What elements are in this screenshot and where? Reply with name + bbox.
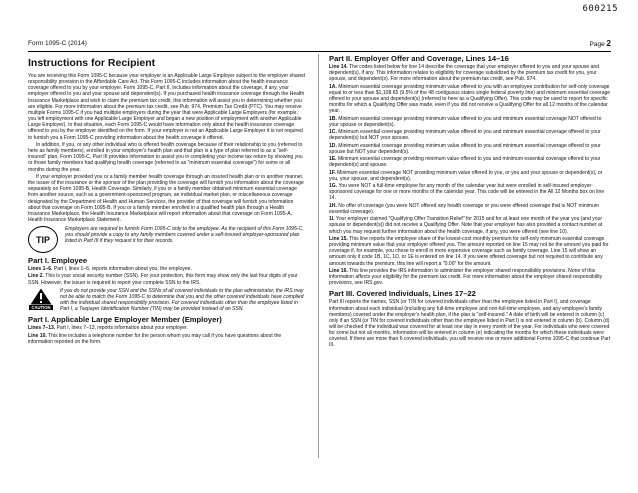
document-code: 600215	[582, 4, 618, 14]
code-1h: 1H. No offer of coverage (you were NOT offered any health coverage or you were offered coverage that is NOT minimum essential coverage).	[329, 202, 599, 215]
tip-icon: TIP	[28, 226, 58, 253]
line-15-paragraph: Line 15. This line reports the employee share of the lowest-cost monthly premium for self-only minimum essential coverage providing minimum value that your employer offered you. The amount reported on line 15 may not be the amount you paid for coverage if, for example, you chose to enroll in more expensive coverage such as family coverage. Line 15 will show an amount only if code 1B, 1C, 1D, or 1E is entered on line 14. If you were offered coverage but not required to contribute any amount towards the premium, this line will report a "0.00" for the amount.	[329, 235, 609, 267]
part3-heading: Part III. Covered Individuals, Lines 17–22	[329, 289, 476, 299]
line-2-paragraph: Line 2. This is your social security number (SSN). For your protection, this form may show only the last four digits of your SSN. However, the issuer is required to report your complete SSN to the IRS.	[28, 273, 298, 286]
code-1b: 1B. Minimum essential coverage providing minimum value offered to you and minimum essential coverage NOT offered to your spouse or dependent(s).	[329, 115, 602, 128]
right-column	[329, 54, 611, 350]
code-1f: 1F. Minimum essential coverage NOT providing minimum value offered to you, or you and your spouse or dependent(s), or you, your spouse, and dependent(s).	[329, 169, 603, 182]
page-title: Instructions for Recipient	[28, 57, 156, 69]
page-header	[28, 40, 611, 51]
page-number: Page 2	[589, 39, 611, 48]
part3-paragraph: Part III reports the names, SSN (or TIN for covered individuals other than the employee listed in Part I), and coverage information about each individual (including any full-time employee and non-full-time employee, and any employee's family members) covered under the employer's health plan, if the plan is "self-insured." A date of birth will be entered in column (c) only if an SSN (or TIN for covered individuals other than the employee listed in Part I) is not entered in column (b). Column (d) will be checked if the individual was covered for at least one day in every month of the year. For individuals who were covered for some but not all months, information will be entered in column (e) indicating the months for which these individuals were covered. If there are more than 6 covered individuals, you will receive one or more additional Forms 1095-C that continue Part III.	[329, 299, 611, 349]
caution-text: If you do not provide your SSN and the SSNs of all covered individuals to the plan administrator, the IRS may not be able to match the Form 1095-C to determine that you and the other covered individuals have complied with the individual shared responsibility provision. For covered individuals other than the employee listed in Part I, a Taxpayer Identification Number (TIN) may be provided instead of an SSN.	[60, 287, 304, 313]
intro-paragraph-2: In addition, if you, or any other individual who is offered health coverage because of their relationship to you (referred to here as family members), enrolled in your employer's health plan and that plan is a type of plan referred to as a "self-insured" plan, Form 1095-C, Part III provides information to assist you in completing your income tax return by showing you or those family members had qualifying health coverage (referred to as "minimum essential coverage") for some or all months during the year.	[28, 141, 303, 173]
caution-label: CAUTION	[31, 304, 51, 310]
line-14-paragraph: Line 14. The codes listed below for line 14 describe the coverage that your employer offered to you and your spouse and dependent(s), if any. This information relates to eligibility for coverage subsidized by the premium tax credit for you, your spouse, and dependent(s). For more information about the premium tax credit, see Pub. 974.	[329, 64, 599, 83]
code-1g: 1G. You were NOT a full-time employee for any month of the calendar year but were enrolled in self-insured employer-sponsored coverage for one or more months of the calendar year. This code will be entered in the All 12 Months box on line 14.	[329, 183, 605, 202]
caution-box	[28, 288, 305, 313]
part1-employer-heading: Part I. Applicable Large Employer Member (Employer)	[28, 315, 222, 325]
form-label: Form 1095-C (2014)	[28, 40, 87, 47]
left-column	[28, 54, 305, 346]
code-1c: 1C. Minimum essential coverage providing minimum value offered to you and minimum essential coverage offered to your dependent(s) but NOT your spouse.	[329, 129, 601, 142]
column-divider	[318, 54, 319, 458]
line-16-paragraph: Line 16. This line provides the IRS information to administer the employer shared responsibility provisions. None of this information affects your eligibility for the premium tax credit. For more information about the employer shared responsibility provisions, see IRS.gov.	[329, 267, 603, 287]
line-10-paragraph: Line 10. This line includes a telephone number for the person whom you may call if you have questions about the information reported on the form.	[28, 332, 282, 345]
code-1a: 1A. Minimum essential coverage providing minimum value offered to you with an employee contribution for self-only coverage equal to or less than $1,108.65 (9.5% of the 48 contiguous states single federal poverty line) and minimum essential coverage offered to your spouse and dependent(s) (referred to here as a Qualifying Offer). This code may be used to report for specific months for which a Qualifying Offer was made, even if you did not receive a Qualifying Offer for all 12 months of the calendar year.	[329, 83, 611, 115]
part1-heading: Part I. Employee	[28, 256, 88, 266]
tip-text: Employers are required to furnish Form 1095-C only to the employee. As the recipient of this Form 1095-C, you should provide a copy to any family members covered under a self-insured employer-sponsored plan listed in Part III if they request it for their records.	[65, 226, 304, 245]
code-1d: 1D. Minimum essential coverage providing minimum value offered to you and minimum essential coverage offered to your spouse but NOT your dependent(s).	[329, 142, 601, 155]
code-1i: 1I. Your employer claimed "Qualifying Offer Transition Relief" for 2015 and for at least one month of the year you (and your spouse or dependent(s)) did not receive a Qualifying Offer. Note that your employer has also provided a contact number at which you may request further information about the health coverage, if any, you were offered (see line 10).	[329, 216, 603, 235]
header-rule	[28, 51, 611, 52]
intro-paragraph-1: You are receiving this Form 1095-C because your employer is an Applicable Large Employer subject to the employer shared responsibility provision in the Affordable Care Act. This Form 1095-C includes information about the health insurance coverage offered to you by your employer. Form 1095-C, Part II, includes information about the coverage, if any, your employer offered to you and your spouse and dependent(s). If you purchased health insurance coverage through the Health Insurance Marketplace and wish to claim the premium tax credit, this information will assist you in determining whether you are eligible. For more information about the premium tax credit, see Pub. 974, Premium Tax Credit (PTC). You may receive multiple Forms 1095-C if you had multiple employers during the year that were Applicable Large Employers (for example, you left employment with one Applicable Large Employer and began a new position of employment with another Applicable Large Employer). In that situation, each Form 1095-C would have information only about the health insurance coverage offered to you by the employer identified on the form. If your employer is not an Applicable Large Employer it is not required to furnish you a Form 1095-C providing information about the health coverage it offered.	[28, 73, 305, 141]
code-1e: 1E. Minimum essential coverage providing minimum value offered to you and minimum essential coverage offered to your dependent(s) and spouse.	[329, 156, 601, 169]
part2-heading: Part II. Employer Offer and Coverage, Lines 14–16	[329, 54, 509, 63]
tip-box	[28, 226, 305, 253]
caution-icon	[28, 288, 54, 310]
intro-paragraph-3: If your employer provided you or a family member health coverage through an insured health plan or in another manner, the issuer of the insurance or the sponsor of the plan providing the coverage will furnish you information about the coverage separately on Form 1095-B, Health Coverage. Similarly, if you or a family member obtained minimum essential coverage from another source, such as a government-sponsored program, an individual market plan, or miscellaneous coverage designated by the Department of Health and Human Services, the provider of that coverage will furnish you information about that coverage on Form 1095-B. If you or a family member enrolled in a qualified health plan through a Health Insurance Marketplace, the Health Insurance Marketplace will report information about that coverage on Form 1095-A, Health Insurance Marketplace Statement.	[28, 173, 304, 223]
lines-1-6-paragraph: Lines 1–6. Part I, lines 1–6, reports information about you, the employee.	[28, 266, 192, 273]
lines-7-13-paragraph: Lines 7–13. Part I, lines 7–13, reports information about your employer.	[28, 325, 188, 332]
